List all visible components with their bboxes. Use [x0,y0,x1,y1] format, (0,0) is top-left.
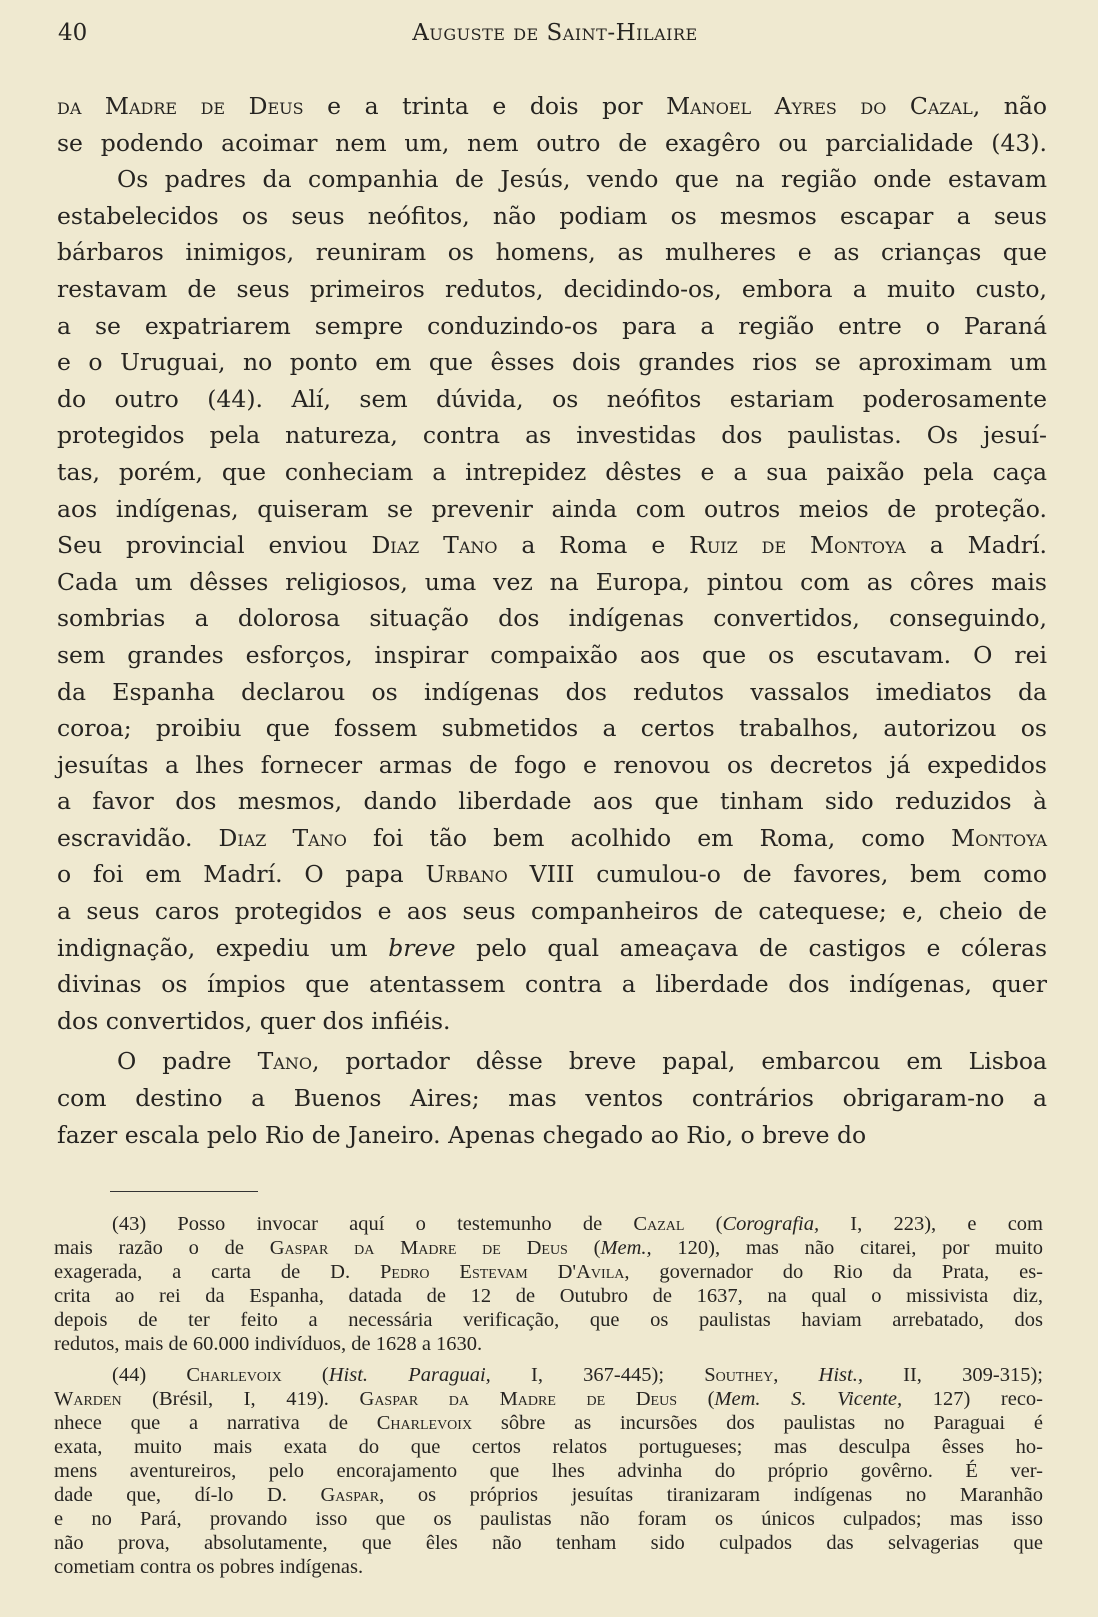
text-line [54,1435,1043,1459]
text-line [54,1507,1043,1531]
text-line [57,893,1047,930]
text-line [57,674,1047,711]
footnote-divider [110,1191,258,1192]
small-caps-name: Diaz Tano [371,531,498,560]
text-run: , os próprios jesuítas tiranizaram indígenas no Maranhão [379,1484,1043,1507]
text-run: foi tão bem acolhido em Roma, como [346,823,952,852]
text-line [54,1308,1043,1332]
text-run: (43) Posso invocar aquí o testemunho de [112,1213,634,1235]
text-line [54,1236,1043,1260]
text-run: exata, muito mais exata do que certos relatos portugueses; mas desculpa êsses ho- [54,1435,1043,1458]
text-run: ( [281,1363,329,1386]
page-number: 40 [58,20,88,46]
text-run: bárbaros inimigos, reuniram os homens, as mulheres e as crianças que [57,238,1047,267]
small-caps-name: Tano [257,1047,312,1076]
italic-title: Mem. S. Vicente, [714,1387,903,1410]
text-run: mais razão o de [54,1237,270,1260]
text-line [57,1043,1047,1080]
text-run: do outro (44). Alí, sem dúvida, os neófitos estariam poderosamente [57,384,1047,413]
text-run: (Brésil, I, 419). [121,1387,360,1410]
text-run: exagerada, a carta de D. [54,1261,380,1284]
text-run: indignação, expediu um [57,933,389,962]
text-run: da Espanha declarou os indígenas dos redutos vassalos imediatos da [57,677,1047,706]
text-line [54,1260,1043,1284]
text-line [57,637,1047,674]
text-run: dos convertidos, quer dos infiéis. [57,1006,451,1035]
text-run: sem grandes esforços, inspirar compaixão aos que os escutavam. O rei [57,640,1047,669]
text-run: o foi em Madrí. O papa [57,860,426,889]
text-line [57,161,1047,198]
text-run: Seu provincial enviou [57,531,372,560]
text-run: crita ao rei da Espanha, datada de 12 de Outubro de 1637, na qual o missivista diz, [54,1285,1043,1308]
text-run: se podendo acoimar nem um, nem outro de exagêro ou parcialidade (43). [57,128,1047,157]
text-run: a se expatriarem sempre conduzindo-os para a região entre o Paraná [57,311,1047,340]
text-line [54,1555,1043,1579]
text-line [57,381,1047,418]
text-line [54,1531,1043,1555]
text-run: ( [684,1213,723,1235]
text-run: (44) [112,1363,187,1386]
footnote [54,1212,1043,1357]
text-run: , governador do Rio da Prata, es- [624,1261,1043,1284]
text-line [57,747,1047,784]
text-line [57,600,1047,637]
text-run: cometiam contra os pobres indígenas. [54,1556,364,1579]
text-run: II, 309-315); [862,1363,1043,1386]
italic-title: Mem., [600,1237,652,1260]
small-caps-name: Charlevoix [186,1363,282,1386]
text-run: não prova, absolutamente, que êles não tenham sido culpados das selvagerias que [54,1532,1043,1555]
text-run: dade que, dí-lo D. [54,1484,321,1507]
text-line [54,1483,1043,1507]
text-run: divinas os ímpios que atentassem contra a liberdade dos indígenas, quer [57,970,1047,999]
text-run: , não [972,92,1048,120]
text-line [57,527,1047,564]
small-caps-name: Manoel Ayres do Cazal [666,92,973,120]
text-run: pelo qual ameaçava de castigos e cóleras [455,933,1047,962]
text-run: mens aventureiros, pelo encorajamento que lhes advinha do próprio govêrno. É ver- [54,1459,1043,1482]
text-line [57,417,1047,454]
small-caps-name: Montoya [951,823,1047,852]
text-run: 127) reco- [902,1387,1044,1410]
text-line [57,88,1047,125]
text-line [54,1212,1043,1236]
text-line [54,1363,1043,1387]
text-run: aos indígenas, quiseram se prevenir ainda com outros meios de proteção. [57,494,1047,523]
text-run: Cada um dêsses religiosos, uma vez na Europa, pintou com as côres mais [57,567,1047,596]
text-run: a Roma e [497,531,690,560]
text-run: ( [677,1387,715,1410]
text-run: estabelecidos os seus neófitos, não podiam os mesmos escapar a seus [57,201,1047,230]
text-line [57,820,1047,857]
text-line [57,783,1047,820]
text-run: sombrias a dolorosa situação dos indígenas convertidos, conseguindo, [57,604,1047,633]
text-line [57,710,1047,747]
text-line [57,271,1047,308]
text-run: depois de ter feito a necessária verificação, que os paulistas haviam arrebatado, dos [54,1309,1043,1332]
text-run: jesuítas a lhes fornecer armas de fogo e renovou os decretos já expedidos [57,750,1047,779]
small-caps-name: da Madre de Deus [57,92,304,120]
text-run: e no Pará, provando isso que os paulistas não foram os únicos culpados; mas isso [54,1508,1043,1531]
text-line [57,966,1047,1003]
paragraph [57,1043,1047,1153]
text-line [57,454,1047,491]
small-caps-name: Diaz Tano [218,823,347,852]
italic-title: Hist. Paraguai, [328,1363,491,1386]
text-run: coroa; proibiu que fossem submetidos a certos trabalhos, autorizou os [57,714,1047,743]
text-line [57,1080,1047,1117]
text-run: , portador dêsse breve papal, embarcou em Lisboa [311,1047,1048,1076]
running-head: Auguste de Saint-Hilaire [412,20,698,46]
text-line [57,344,1047,381]
text-line [57,308,1047,345]
paragraph [57,88,1047,161]
text-line [57,1117,1047,1154]
text-line [57,856,1047,893]
small-caps-name: Urbano [425,860,508,889]
text-run: e a trinta e dois por [303,92,667,120]
text-run: I, 367-445); [490,1363,705,1386]
text-run: ( [567,1237,601,1260]
text-line [54,1284,1043,1308]
footnotes [54,1212,1043,1579]
text-run: Os padres da companhia de Jesús, vendo que na região onde estavam [117,165,1047,194]
text-run: sôbre as incursões dos paulistas no Paraguai é [472,1411,1043,1434]
small-caps-name: Southey [704,1363,774,1386]
text-line [54,1411,1043,1435]
text-run: tas, porém, que conheciam a intrepidez dêstes e a sua paixão pela caça [57,457,1047,486]
text-line [57,125,1047,162]
small-caps-name: Ruiz de Montoya [689,531,906,560]
italic-title: breve [388,933,456,962]
text-run: a Madrí. [905,531,1047,560]
text-run: I, 223), e com [819,1213,1044,1235]
text-run: escravidão. [57,823,219,852]
small-caps-name: Charlevoix [376,1411,473,1434]
text-run: , [773,1363,819,1386]
text-line [57,491,1047,528]
text-run: e o Uruguai, no ponto em que êsses dois grandes rios se aproximam um [57,348,1047,377]
text-line [57,198,1047,235]
body-text [57,88,1047,1153]
text-line [57,930,1047,967]
small-caps-name: Cazal [633,1213,685,1235]
text-run: 120), mas não citarei, por muito [651,1237,1044,1260]
text-run: a favor dos mesmos, dando liberdade aos que tinham sido reduzidos à [57,787,1047,816]
text-line [57,564,1047,601]
text-line [54,1459,1043,1483]
text-run: VIII cumulou-o de favores, bem como [507,860,1047,889]
text-run: a seus caros protegidos e aos seus companheiros de catequese; e, cheio de [57,897,1047,926]
footnote [54,1363,1043,1580]
italic-title: Hist., [818,1363,863,1386]
italic-title: Corografia, [722,1213,820,1235]
text-run: redutos, mais de 60.000 indivíduos, de 1628 a 1630. [54,1333,483,1356]
text-run: restavam de seus primeiros redutos, decidindo-os, embora a muito custo, [57,274,1047,303]
text-run: com destino a Buenos Aires; mas ventos contrários obrigaram-no a [57,1084,1047,1113]
small-caps-name: Warden [54,1387,122,1410]
small-caps-name: Gaspar da Madre de Deus [269,1237,568,1260]
text-line [54,1332,1043,1356]
text-line [57,234,1047,271]
small-caps-name: Gaspar [320,1484,380,1507]
paragraph [57,161,1047,1039]
text-run: protegidos pela natureza, contra as investidas dos paulistas. Os jesuí- [57,421,1047,450]
text-run: nhece que a narrativa de [54,1411,377,1434]
text-run: fazer escala pelo Rio de Janeiro. Apenas chegado ao Rio, o breve do [57,1120,867,1149]
text-line [54,1387,1043,1411]
text-line [57,1003,1047,1040]
small-caps-name: Pedro Estevam D'Avila [380,1261,625,1284]
small-caps-name: Gaspar da Madre de Deus [359,1387,677,1410]
text-run: O padre [117,1047,258,1076]
